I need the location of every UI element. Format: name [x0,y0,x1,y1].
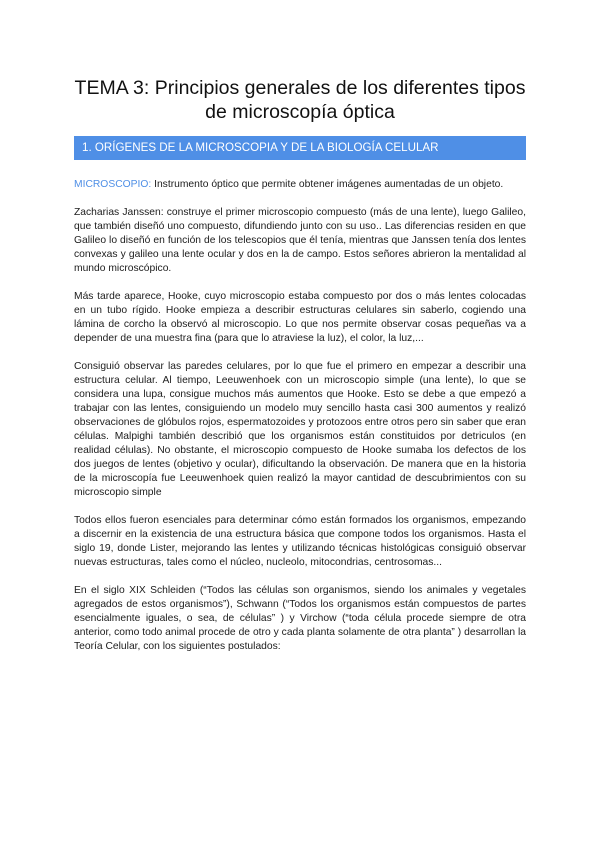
page-title [60,76,540,124]
paragraph-janssen: Zacharias Janssen: construye el primer microscopio compuesto (más de una lente), luego Galileo, que también diseñó uno compuesto, difundiendo junto con su uso.. Las diferencias residen en que Galileo lo diseñó en función de los telescopios que él tenía, mientras que Janssen tenía dos lentes convexas y galileo una lente ocular y dos en la de campo. Estos señores abrieron la mentalidad al mundo microscópico. [74,207,526,274]
paragraph-lister: Todos ellos fueron esenciales para determinar cómo están formados los organismos, empezando a discernir en la existencia de una estructura básica que compone todos los organismos. Hasta el siglo 19, donde Lister, mejorando las lentes y utilizando técnicas histológicas consiguió observar nuevas estructuras, tales como el núcleo, nucleolo, mitocondrias, centrosomas... [74,515,526,568]
definition-paragraph [74,178,526,192]
definition-text: Instrumento óptico que permite obtener imágenes aumentadas de un objeto. [151,179,504,190]
paragraph-cell-theory: En el siglo XIX Schleiden (“Todos las células son organismos, siendo los animales y vegetales agregados de estos organismos”), Schwann (“Todos los organismos están compuestos de partes esencialmente iguales, o sea, de células” ) y Virchow (“toda célula procede siempre de otra anterior, como todo animal procede de otro y cada planta solamente de otra planta” ) desarrollan la Teoría Celular, con los siguientes postulados: [74,585,526,652]
title-line-2: de microscopía óptica [205,101,395,123]
title-line-1: TEMA 3: Principios generales de los diferentes tipos [74,77,526,99]
paragraph-hooke: Más tarde aparece, Hooke, cuyo microscopio estaba compuesto por dos o más lentes colocadas en un tubo rígido. Hooke empieza a describir estructuras celulares sin saberlo, cogiendo una lámina de corcho la observó al microscopio. Lo que nos permite observar cosas pequeñas va a depender de una muestra fina (para que lo atraviese la luz), el color, la luz,... [74,291,526,344]
paragraph-leeuwenhoek: Consiguió observar las paredes celulares, por lo que fue el primero en empezar a describir una estructura celular. Al tiempo, Leeuwenhoek con un microscopio simple (una lente), lo que se considera una lupa, consigue muchos más aumentos que Hooke. Esto se debe a que empezó a trabajar con las lentes, consiguiendo un modelo muy sencillo hasta casi 300 aumentos y realizó observaciones de glóbulos rojos, espermatozoides y protozoos entre otros pero sin saber que eran células. Malpighi también describió que los organismos están constituidos por detriculos (en realidad células). No obstante, el microscopio compuesto de Hooke sumaba los defectos de los dos juegos de lentes (objetivo y ocular), dificultando la observación. De manera que en la historia de la microscopía fue Leeuwenhoek quien realizó la mayor cantidad de descubrimientos con su microscopio simple [74,361,526,498]
section-heading: 1. ORÍGENES DE LA MICROSCOPIA Y DE LA BIOLOGÍA CELULAR [74,136,526,160]
document-body [74,178,526,668]
definition-term: MICROSCOPIO: [74,179,152,190]
